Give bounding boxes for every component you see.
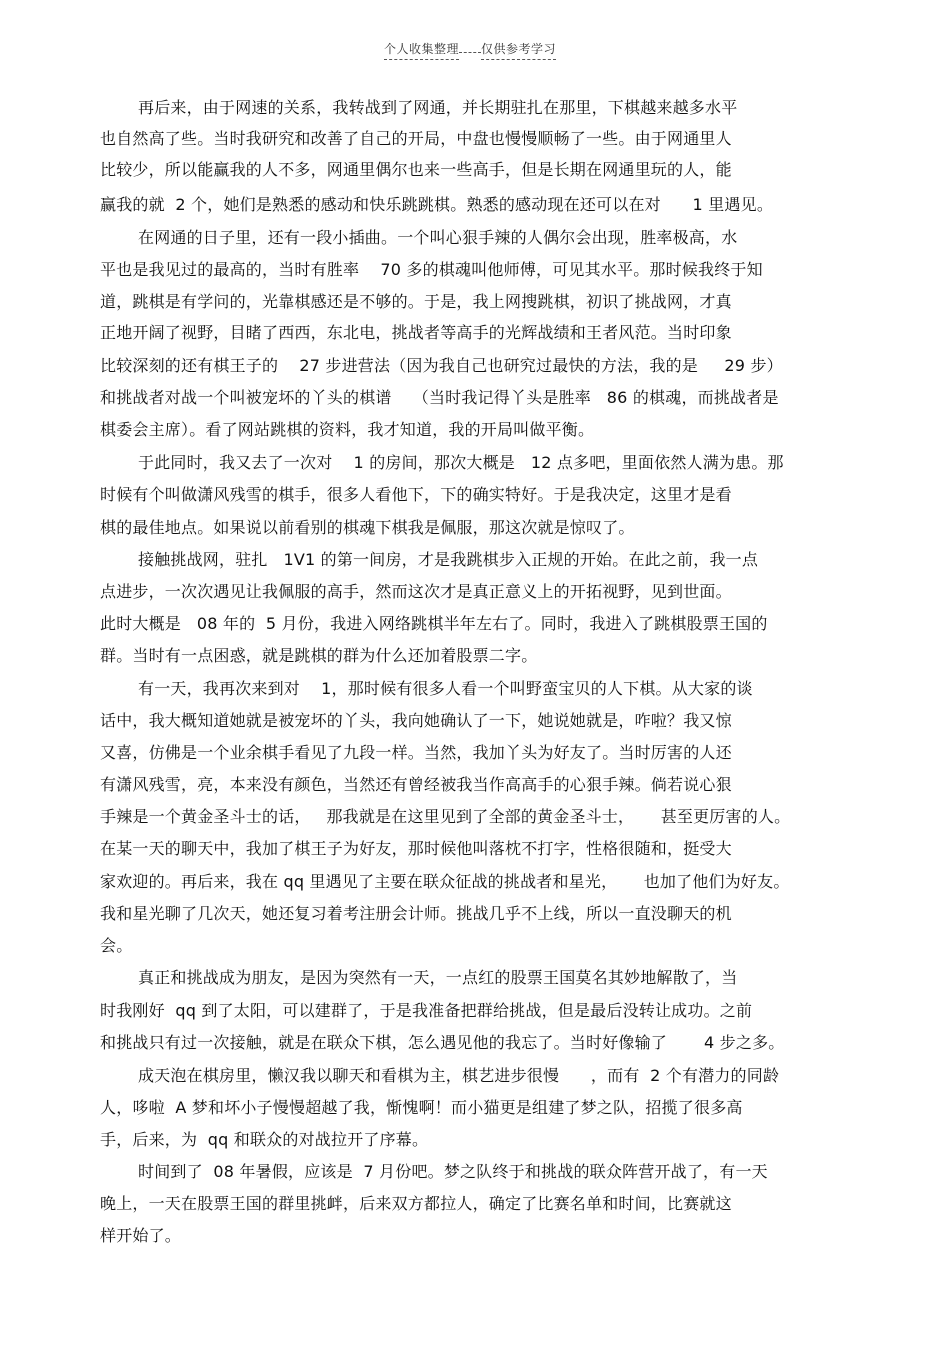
text-line: 群。当时有一点困惑，就是跳棋的群为什么还加着股票二字。 xyxy=(100,646,538,665)
text-line: 比较少，所以能赢我的人不多，网通里偶尔也来一些高手，但是长期在网通里玩的人，能 xyxy=(100,160,732,179)
text-line: 棋的最佳地点。如果说以前看别的棋魂下棋我是佩服，那这次就是惊叹了。 xyxy=(100,518,635,537)
text-line: 我和星光聊了几次天，她还复习着考注册会计师。挑战几乎不上线，所以一直没聊天的机 xyxy=(100,904,732,923)
text-line: 点进步，一次次遇见让我佩服的高手，然而这次才是真正意义上的开拓视野，见到世面。 xyxy=(100,582,732,601)
text-line: 人，哆啦 A 梦和坏小子慢慢超越了我，惭愧啊！而小猫更是组建了梦之队，招揽了很多高 xyxy=(100,1098,743,1117)
text-line: 又喜，仿佛是一个业余棋手看见了九段一样。当然，我加丫头为好友了。当时厉害的人还 xyxy=(100,743,732,762)
text-line: 有潇风残雪，亮，本来没有颜色，当然还有曾经被我当作高高手的心狠手辣。倘若说心狠 xyxy=(100,775,732,794)
text-line: 也自然高了些。当时我研究和改善了自己的开局，中盘也慢慢顺畅了一些。由于网通里人 xyxy=(100,129,732,148)
text-line: 在某一天的聊天中，我加了棋王子为好友，那时候他叫落枕不打字，性格很随和，挺受大 xyxy=(100,839,732,858)
text-line: 时间到了 08 年暑假，应该是 7 月份吧。梦之队终于和挑战的联众阵营开战了，有一天 xyxy=(138,1162,768,1181)
text-line: 晚上，一天在股票王国的群里挑衅，后来双方都拉人，确定了比赛名单和时间，比赛就这 xyxy=(100,1194,732,1213)
text-line: 会。 xyxy=(100,936,133,955)
text-line: 平也是我见过的最高的，当时有胜率 70 多的棋魂叫他师傅，可见其水平。那时候我终于知 xyxy=(100,260,763,279)
text-line: 和挑战者对战一个叫被宠坏的丫头的棋谱 （当时我记得丫头是胜率 86 的棋魂，而挑战者是 xyxy=(100,388,779,407)
text-line: 手，后来，为 qq 和联众的对战拉开了序幕。 xyxy=(100,1130,429,1149)
text-line: 样开始了。 xyxy=(100,1226,182,1245)
text-line: 在网通的日子里，还有一段小插曲。一个叫心狠手辣的人偶尔会出现，胜率极高，水 xyxy=(138,228,738,247)
header-left-text: 个人收集整理 xyxy=(384,40,459,60)
text-line: 和挑战只有过一次接触，就是在联众下棋，怎么遇见他的我忘了。当时好像输了 4 步之多。 xyxy=(100,1033,785,1052)
text-line: 时候有个叫做潇风残雪的棋手，很多人看他下，下的确实特好。于是我决定，这里才是看 xyxy=(100,485,732,504)
header-divider xyxy=(459,50,481,53)
text-line: 比较深刻的还有棋王子的 27 步进营法（因为我自己也研究过最快的方法，我的是 29 步） xyxy=(100,356,783,375)
text-line: 正地开阔了视野，目睹了西西，东北电，挑战者等高手的光辉战绩和王者风范。当时印象 xyxy=(100,323,732,342)
text-line: 再后来，由于网速的关系，我转战到了网通，并长期驻扎在那里，下棋越来越多水平 xyxy=(138,98,738,117)
header-right-text: 仅供参考学习 xyxy=(481,40,556,60)
text-line: 成天泡在棋房里，懒汉我以聊天和看棋为主，棋艺进步很慢 ，而有 2 个有潜力的同龄 xyxy=(138,1066,780,1085)
text-line: 赢我的就 2 个，她们是熟悉的感动和快乐跳跳棋。熟悉的感动现在还可以在对 1 里遇见。 xyxy=(100,195,774,214)
text-line: 棋委会主席）。看了网站跳棋的资料，我才知道，我的开局叫做平衡。 xyxy=(100,420,595,439)
text-line: 此时大概是 08 年的 5 月份，我进入网络跳棋半年左右了。同时，我进入了跳棋股票王国的 xyxy=(100,614,768,633)
text-line: 时我刚好 qq 到了太阳，可以建群了，于是我准备把群给挑战，但是最后没转让成功。之前 xyxy=(100,1001,753,1020)
text-line: 有一天，我再次来到对 1，那时候有很多人看一个叫野蛮宝贝的人下棋。从大家的谈 xyxy=(138,679,753,698)
text-line: 真正和挑战成为朋友，是因为突然有一天，一点红的股票王国莫名其妙地解散了，当 xyxy=(138,968,738,987)
page-header xyxy=(384,40,556,60)
text-line: 接触挑战网，驻扎 1V1 的第一间房，才是我跳棋步入正规的开始。在此之前，我一点 xyxy=(138,550,759,569)
text-line: 于此同时，我又去了一次对 1 的房间，那次大概是 12 点多吧，里面依然人满为患。那 xyxy=(138,453,784,472)
text-line: 手辣是一个黄金圣斗士的话， 那我就是在这里见到了全部的黄金圣斗士， 甚至更厉害的人。 xyxy=(100,807,791,826)
text-line: 家欢迎的。再后来，我在 qq 里遇见了主要在联众征战的挑战者和星光， 也加了他们为好友。 xyxy=(100,872,790,891)
text-line: 道，跳棋是有学问的，光靠棋感还是不够的。于是，我上网搜跳棋，初识了挑战网，才真 xyxy=(100,292,732,311)
text-line: 话中，我大概知道她就是被宠坏的丫头，我向她确认了一下，她说她就是，咋啦？我又惊 xyxy=(100,711,732,730)
